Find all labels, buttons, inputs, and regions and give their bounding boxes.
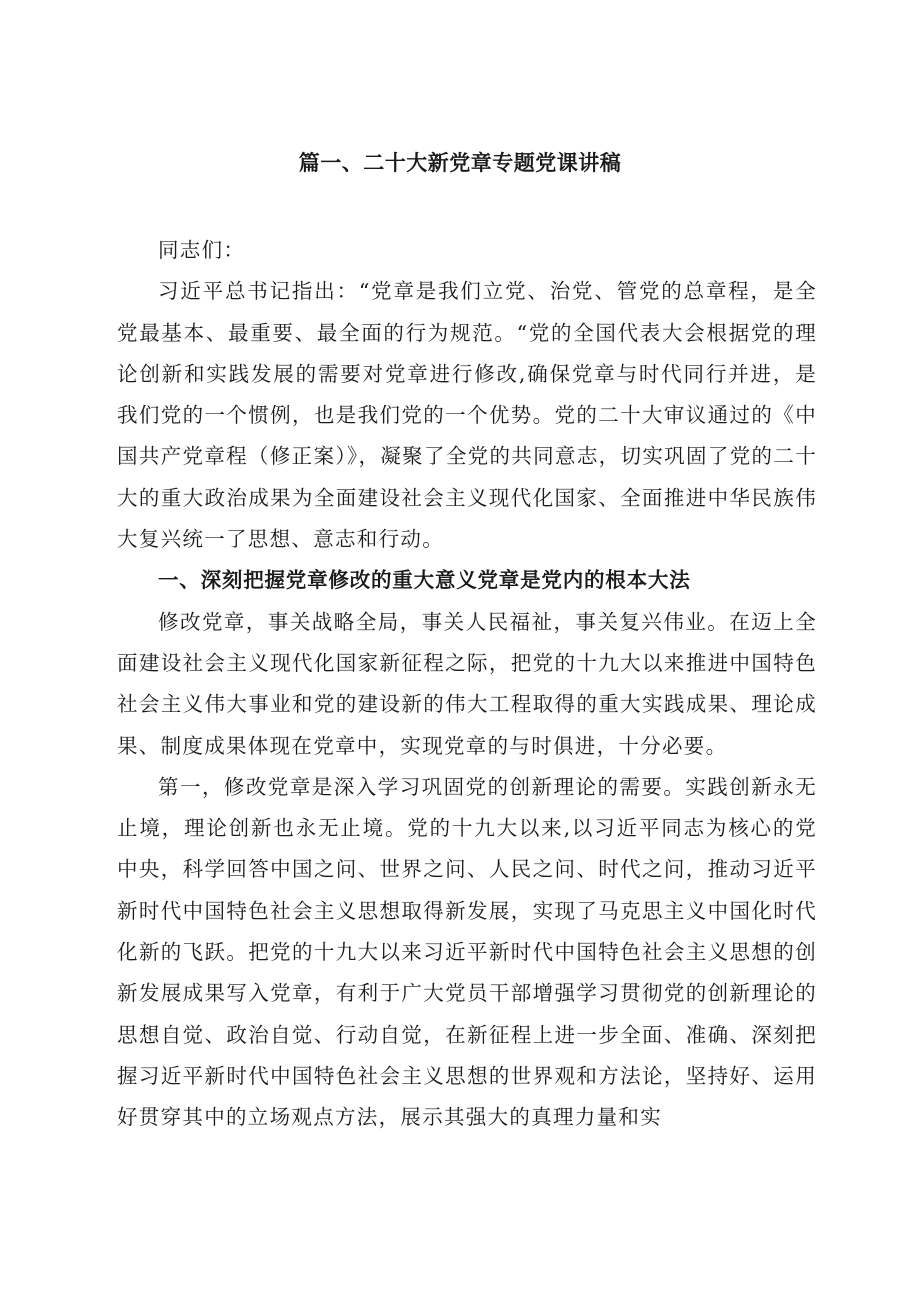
document-body: [117, 230, 817, 1139]
paragraph-intro: 习近平总书记指出：“党章是我们立党、治党、管党的总章程，是全党最基本、最重要、最全面的行为规范。“党的全国代表大会根据党的理论创新和实践发展的需要对党章进行修改,确保党章与时代同行并进，是我们党的一个惯例，也是我们党的一个优势。党的二十大审议通过的《中国共产党章程（修正案）》，凝聚了全党的共同意志，切实巩固了党的二十大的重大政治成果为全面建设社会主义现代化国家、全面推进中华民族伟大复兴统一了思想、意志和行动。: [117, 279, 817, 552]
salutation: 同志们：: [158, 238, 246, 262]
paragraph-section1-2: 第一，修改党章是深入学习巩固党的创新理论的需要。实践创新永无止境，理论创新也永无止境。党的十九大以来,以习近平同志为核心的党中央，科学回答中国之问、世界之问、人民之问、时代之问，推动习近平新时代中国特色社会主义思想取得新发展，实现了马克思主义中国化时代化新的飞跃。把党的十九大以来习近平新时代中国特色社会主义思想的创新发展成果写入党章，有利于广大党员干部增强学习贯彻党的创新理论的思想自觉、政治自觉、行动自觉，在新征程上进一步全面、准确、深刻把握习近平新时代中国特色社会主义思想的世界观和方法论，坚持好、运用好贯穿其中的立场观点方法，展示其强大的真理力量和实: [117, 774, 817, 1130]
section-heading-1: 一、深刻把握党章修改的重大意义党章是党内的根本大法: [158, 568, 691, 593]
paragraph-section1-1: 修改党章，事关战略全局，事关人民福祉，事关复兴伟业。在迈上全面建设社会主义现代化国家新征程之际，把党的十九大以来推进中国特色社会主义伟大事业和党的建设新的伟大工程取得的重大实践成果、理论成果、制度成果体现在党章中，实现党章的与时俱进，十分必要。: [117, 609, 817, 758]
document-title: 篇一、二十大新党章专题党课讲稿: [298, 151, 622, 175]
